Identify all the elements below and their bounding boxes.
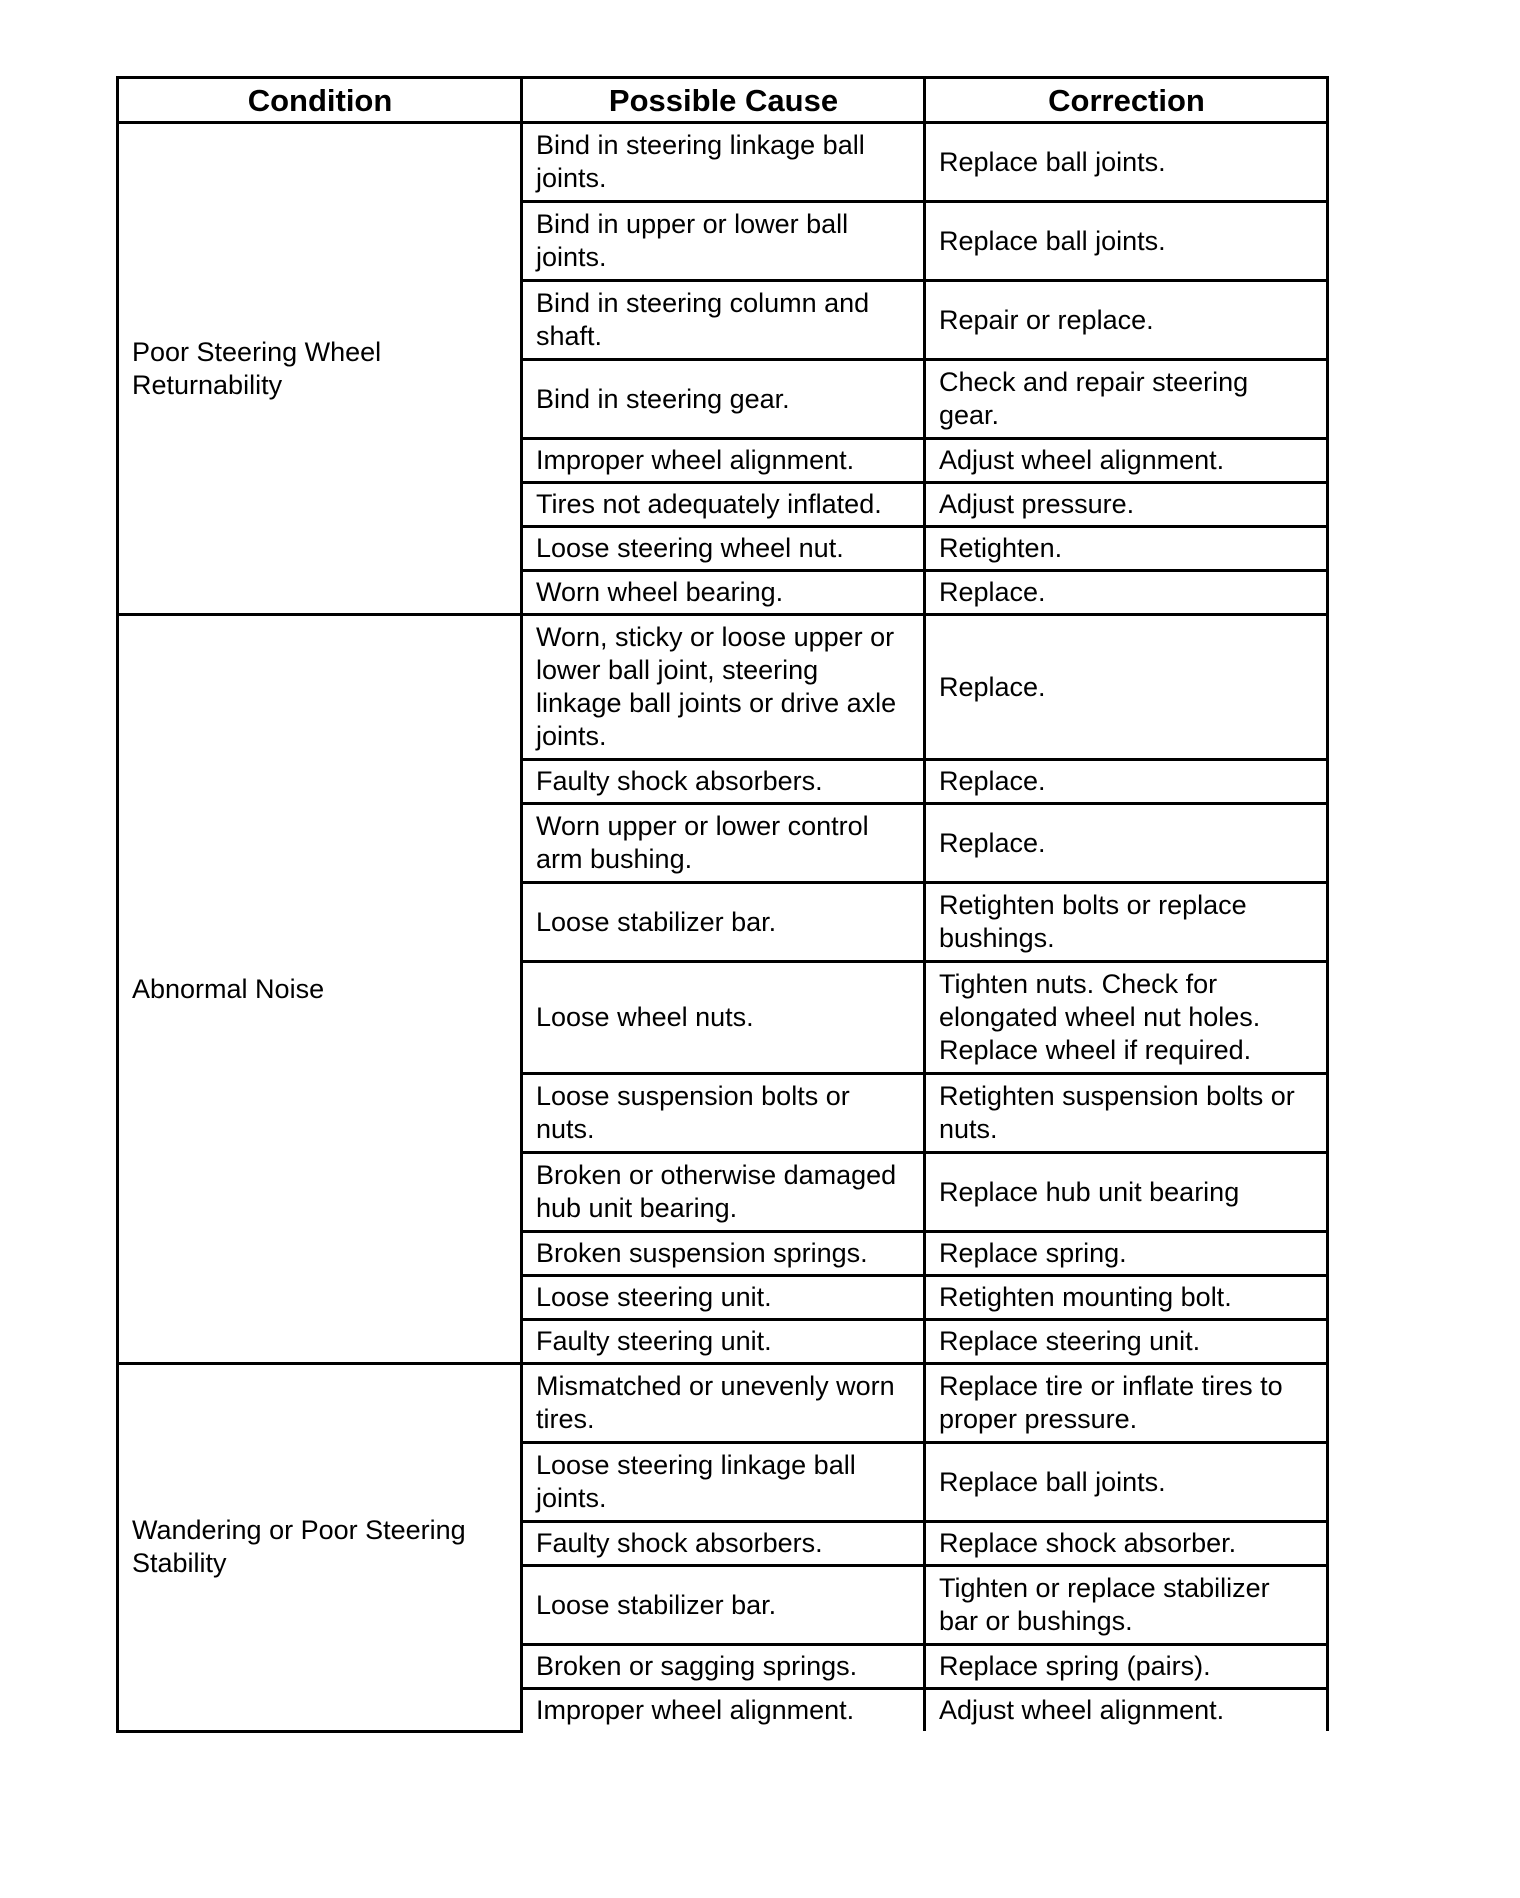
correction-cell: Replace. [925, 804, 1328, 883]
header-condition: Condition [118, 78, 522, 123]
correction-cell: Replace shock absorber. [925, 1522, 1328, 1566]
condition-cell: Abnormal Noise [118, 615, 522, 1364]
condition-cell: Wandering or Poor Steering Stability [118, 1364, 522, 1732]
cause-cell: Improper wheel alignment. [522, 439, 925, 483]
correction-cell: Retighten mounting bolt. [925, 1276, 1328, 1320]
cause-cell: Faulty shock absorbers. [522, 760, 925, 804]
cause-cell: Loose suspension bolts or nuts. [522, 1074, 925, 1153]
cause-cell: Loose steering linkage ball joints. [522, 1443, 925, 1522]
cause-cell: Broken or sagging springs. [522, 1645, 925, 1689]
cause-cell: Broken suspension springs. [522, 1232, 925, 1276]
cause-cell: Faulty steering unit. [522, 1320, 925, 1364]
cause-cell: Loose wheel nuts. [522, 962, 925, 1074]
cause-cell: Worn, sticky or loose upper or lower ball joint, steering linkage ball joints or drive axle joints. [522, 615, 925, 760]
cause-cell: Bind in steering column and shaft. [522, 281, 925, 360]
correction-cell: Replace. [925, 760, 1328, 804]
correction-cell: Replace. [925, 571, 1328, 615]
cause-cell: Loose steering unit. [522, 1276, 925, 1320]
correction-cell: Retighten suspension bolts or nuts. [925, 1074, 1328, 1153]
cause-cell: Loose stabilizer bar. [522, 883, 925, 962]
troubleshooting-table [116, 76, 1329, 1733]
correction-cell: Replace ball joints. [925, 1443, 1328, 1522]
table-row [118, 1364, 1328, 1443]
cause-cell: Loose stabilizer bar. [522, 1566, 925, 1645]
correction-cell: Retighten. [925, 527, 1328, 571]
correction-cell: Replace steering unit. [925, 1320, 1328, 1364]
cause-cell: Bind in upper or lower ball joints. [522, 202, 925, 281]
cause-cell: Bind in steering gear. [522, 360, 925, 439]
correction-cell: Replace spring. [925, 1232, 1328, 1276]
condition-cell: Poor Steering Wheel Returnability [118, 123, 522, 615]
header-possible-cause: Possible Cause [522, 78, 925, 123]
correction-cell: Repair or replace. [925, 281, 1328, 360]
correction-cell: Replace. [925, 615, 1328, 760]
correction-cell: Check and repair steering gear. [925, 360, 1328, 439]
cause-cell: Broken or otherwise damaged hub unit bearing. [522, 1153, 925, 1232]
correction-cell: Replace ball joints. [925, 202, 1328, 281]
correction-cell: Replace hub unit bearing [925, 1153, 1328, 1232]
correction-cell: Adjust pressure. [925, 483, 1328, 527]
table-row [118, 123, 1328, 202]
correction-cell: Adjust wheel alignment. [925, 1689, 1328, 1732]
correction-cell: Replace spring (pairs). [925, 1645, 1328, 1689]
correction-cell: Tighten nuts. Check for elongated wheel nut holes. Replace wheel if required. [925, 962, 1328, 1074]
correction-cell: Retighten bolts or replace bushings. [925, 883, 1328, 962]
correction-cell: Tighten or replace stabilizer bar or bushings. [925, 1566, 1328, 1645]
correction-cell: Replace tire or inflate tires to proper pressure. [925, 1364, 1328, 1443]
table-wrapper [116, 76, 1326, 1725]
correction-cell: Replace ball joints. [925, 123, 1328, 202]
cause-cell: Worn upper or lower control arm bushing. [522, 804, 925, 883]
cause-cell: Bind in steering linkage ball joints. [522, 123, 925, 202]
cause-cell: Worn wheel bearing. [522, 571, 925, 615]
header-correction: Correction [925, 78, 1328, 123]
cause-cell: Mismatched or unevenly worn tires. [522, 1364, 925, 1443]
table-row [118, 615, 1328, 760]
correction-cell: Adjust wheel alignment. [925, 439, 1328, 483]
cause-cell: Loose steering wheel nut. [522, 527, 925, 571]
cause-cell: Improper wheel alignment. [522, 1689, 925, 1732]
cause-cell: Tires not adequately inflated. [522, 483, 925, 527]
cause-cell: Faulty shock absorbers. [522, 1522, 925, 1566]
header-row [118, 78, 1328, 123]
